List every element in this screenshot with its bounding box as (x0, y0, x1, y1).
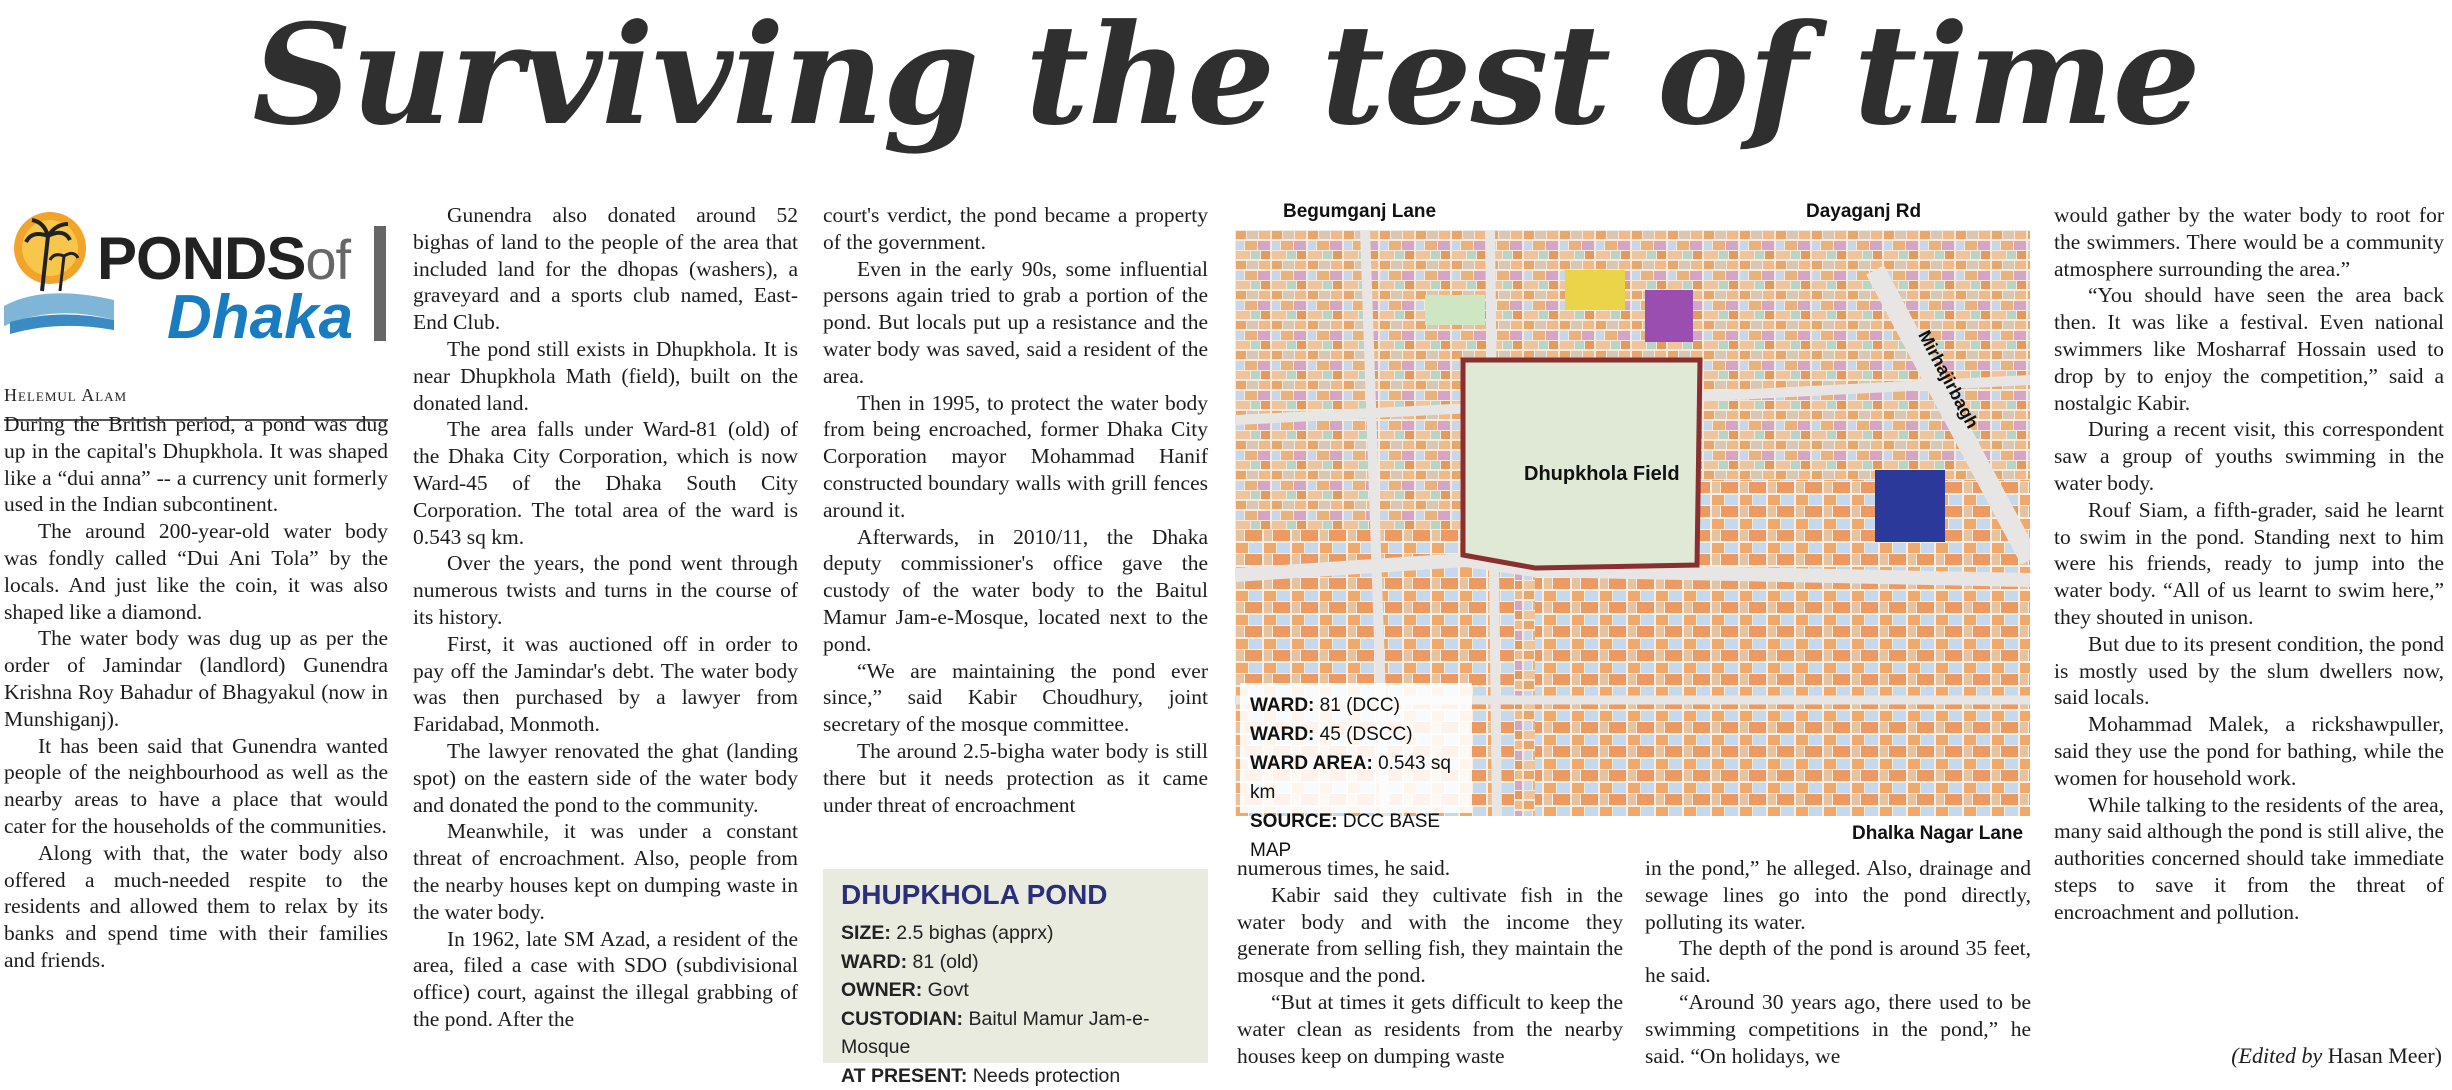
paragraph: First, it was auctioned off in order to pay off the Jamindar's debt. The water body was then purchased by a lawyer from Faridabad, Monmoth. (413, 631, 798, 738)
paragraph: The depth of the pond is around 35 feet, he said. (1645, 935, 2031, 989)
info-label: OWNER: (841, 979, 922, 1001)
legend-label: WARD: (1250, 724, 1314, 745)
legend-label: WARD AREA: (1250, 753, 1373, 774)
legend-label: WARD: (1250, 695, 1314, 716)
info-label: SIZE: (841, 922, 891, 944)
paragraph: Gunendra also donated around 52 bighas of land to the people of the area that included land for the dhopas (washers), a graveyard and a sports club named, East-End Club. (413, 202, 798, 336)
editor-name: Hasan Meer) (2328, 1043, 2442, 1068)
paragraph: numerous times, he said. (1237, 855, 1623, 882)
paragraph: Kabir said they cultivate fish in the water body and with the income they generate from selling fish, they maintain the mosque and the pond. (1237, 882, 1623, 989)
paragraph: “Around 30 years ago, there used to be swimming competitions in the pond,” he said. “On holidays, we (1645, 989, 2031, 1069)
legend-value: 45 (DSCC) (1320, 724, 1413, 745)
paragraph: The water body was dug up as per the order of Jamindar (landlord) Gunendra Krishna Roy Bahadur of Bhagyakul (now in Munshiganj). (4, 625, 388, 732)
paragraph: Along with that, the water body also offered a much-needed respite to the residents and allowed them to relax by its banks and spend time with their families and friends. (4, 840, 388, 974)
info-label: AT PRESENT: (841, 1065, 967, 1087)
info-value: 81 (old) (913, 951, 979, 973)
logo-divider (374, 226, 386, 341)
article-column-3 (823, 202, 1208, 818)
info-value: Baitul Mamur Jam-e-Mosque (841, 1008, 1149, 1059)
article-column-4 (1237, 855, 1623, 1069)
map-legend (1240, 683, 1472, 813)
paragraph: court's verdict, the pond became a property of the government. (823, 202, 1208, 256)
article-column-5 (1645, 855, 2031, 1069)
map-label-mirhajirbagh: Mirhajirbagh (1913, 327, 1982, 432)
paragraph: “You should have seen the area back then. It was like a festival. Even national swimmers like Mosharraf Hossain used to drop by to enjoy the competition,” said a nostalgic Kabir. (2054, 282, 2444, 416)
paragraph: The pond still exists in Dhupkhola. It is near Dhupkhola Math (field), built on the donated land. (413, 336, 798, 416)
map-label-begumganj: Begumganj Lane (1283, 201, 1436, 223)
info-value: Govt (928, 979, 969, 1001)
legend-label: SOURCE: (1250, 811, 1338, 832)
paragraph: “But at times it gets difficult to keep the water clean as residents from the nearby houses keep on dumping waste (1237, 989, 1623, 1069)
pond-info-box (823, 869, 1208, 1063)
map-label-dayaganj: Dayaganj Rd (1806, 201, 1921, 223)
paragraph: Meanwhile, it was under a constant threat of encroachment. Also, people from the nearby houses kept on dumping waste in the water body. (413, 818, 798, 925)
paragraph: “We are maintaining the pond ever since,” said Kabir Choudhury, joint secretary of the mosque committee. (823, 658, 1208, 738)
paragraph: During a recent visit, this correspondent saw a group of youths swimming in the water body. (2054, 416, 2444, 496)
paragraph: Afterwards, in 2010/11, the Dhaka deputy commissioner's office gave the custody of the water body to the Baitul Mamur Jam-e-Mosque, located next to the pond. (823, 524, 1208, 658)
info-custodian (841, 1005, 1208, 1062)
paragraph: It has been said that Gunendra wanted people of the neighbourhood as well as the nearby areas to have a place that would cater for the households of the communities. (4, 733, 388, 840)
info-label: CUSTODIAN: (841, 1008, 963, 1030)
info-ward (841, 948, 1208, 977)
article-column-6 (2054, 202, 2444, 926)
info-owner (841, 976, 1208, 1005)
info-size (841, 919, 1208, 948)
legend-value: 0.543 sq km (1250, 753, 1451, 803)
paragraph: Even in the early 90s, some influential persons again tried to grab a portion of the pond. But locals put up a resistance and the water body was saved, said a resident of the area. (823, 256, 1208, 390)
paragraph: Over the years, the pond went through numerous twists and turns in the course of its history. (413, 550, 798, 630)
paragraph: Then in 1995, to protect the water body from being encroached, former Dhaka City Corporation mayor Mohammad Hanif constructed boundary walls with grill fences around it. (823, 390, 1208, 524)
paragraph: While talking to the residents of the area, many said although the pond is still alive, the authorities concerned should take immediate steps to save it from the threat of encroachment and pollution. (2054, 792, 2444, 926)
paragraph: The around 2.5-bigha water body is still there but it needs protection as it came under threat of encroachment (823, 738, 1208, 818)
map-label-dhalka: Dhalka Nagar Lane (1852, 823, 2023, 845)
paragraph: Mohammad Malek, a rickshawpuller, said they use the pond for bathing, while the women for household work. (2054, 711, 2444, 791)
info-present (841, 1062, 1208, 1090)
byline: Helemul Alam (4, 385, 388, 406)
article-column-1 (4, 411, 388, 974)
headline: Surviving the test of time (0, 0, 2452, 160)
editor-prefix: (Edited by (2231, 1043, 2322, 1068)
logo-word-ponds: PONDS (97, 225, 305, 292)
info-label: WARD: (841, 951, 907, 973)
paragraph: But due to its present condition, the pond is mostly used by the slum dwellers now, said locals. (2054, 631, 2444, 711)
paragraph: The around 200-year-old water body was fondly called “Dui Ani Tola” by the locals. And just like the coin, it was also shaped like a diamond. (4, 518, 388, 625)
logo-word-of: of (305, 228, 350, 291)
paragraph: Rouf Siam, a fifth-grader, said he learnt to swim in the pond. Standing next to him were his friends, ready to jump into the water body. “All of us learnt to swim here,” they shouted in unison. (2054, 497, 2444, 631)
legend-value: 81 (DCC) (1320, 695, 1400, 716)
logo-word-dhaka: Dhaka (167, 282, 353, 353)
map-label-field: Dhupkhola Field (1524, 463, 1680, 486)
info-value: 2.5 bighas (apprx) (896, 922, 1053, 944)
paragraph: The lawyer renovated the ghat (landing spot) on the eastern side of the water body and donated the pond to the community. (413, 738, 798, 818)
editor-credit (2231, 1043, 2442, 1069)
info-box-title: DHUPKHOLA POND (841, 879, 1108, 911)
paragraph: would gather by the water body to root for the swimmers. There would be a community atmosphere surrounding the area.” (2054, 202, 2444, 282)
legend-value: DCC BASE MAP (1250, 811, 1440, 861)
paragraph: in the pond,” he alleged. Also, drainage and sewage lines go into the pond directly, polluting its water. (1645, 855, 2031, 935)
ponds-of-dhaka-logo (2, 196, 392, 351)
paragraph: During the British period, a pond was dug up in the capital's Dhupkhola. It was shaped like a “dui anna” -- a currency unit formerly used in the Indian subcontinent. (4, 411, 388, 518)
paragraph: In 1962, late SM Azad, a resident of the area, filed a case with SDO (subdivisional office) court, against the illegal grabbing of the pond. After the (413, 926, 798, 1033)
info-value: Needs protection (973, 1065, 1120, 1087)
paragraph: The area falls under Ward-81 (old) of the Dhaka City Corporation, which is now Ward-45 of the Dhaka South City Corporation. The total area of the ward is 0.543 sq km. (413, 416, 798, 550)
article-column-2 (413, 202, 798, 1033)
